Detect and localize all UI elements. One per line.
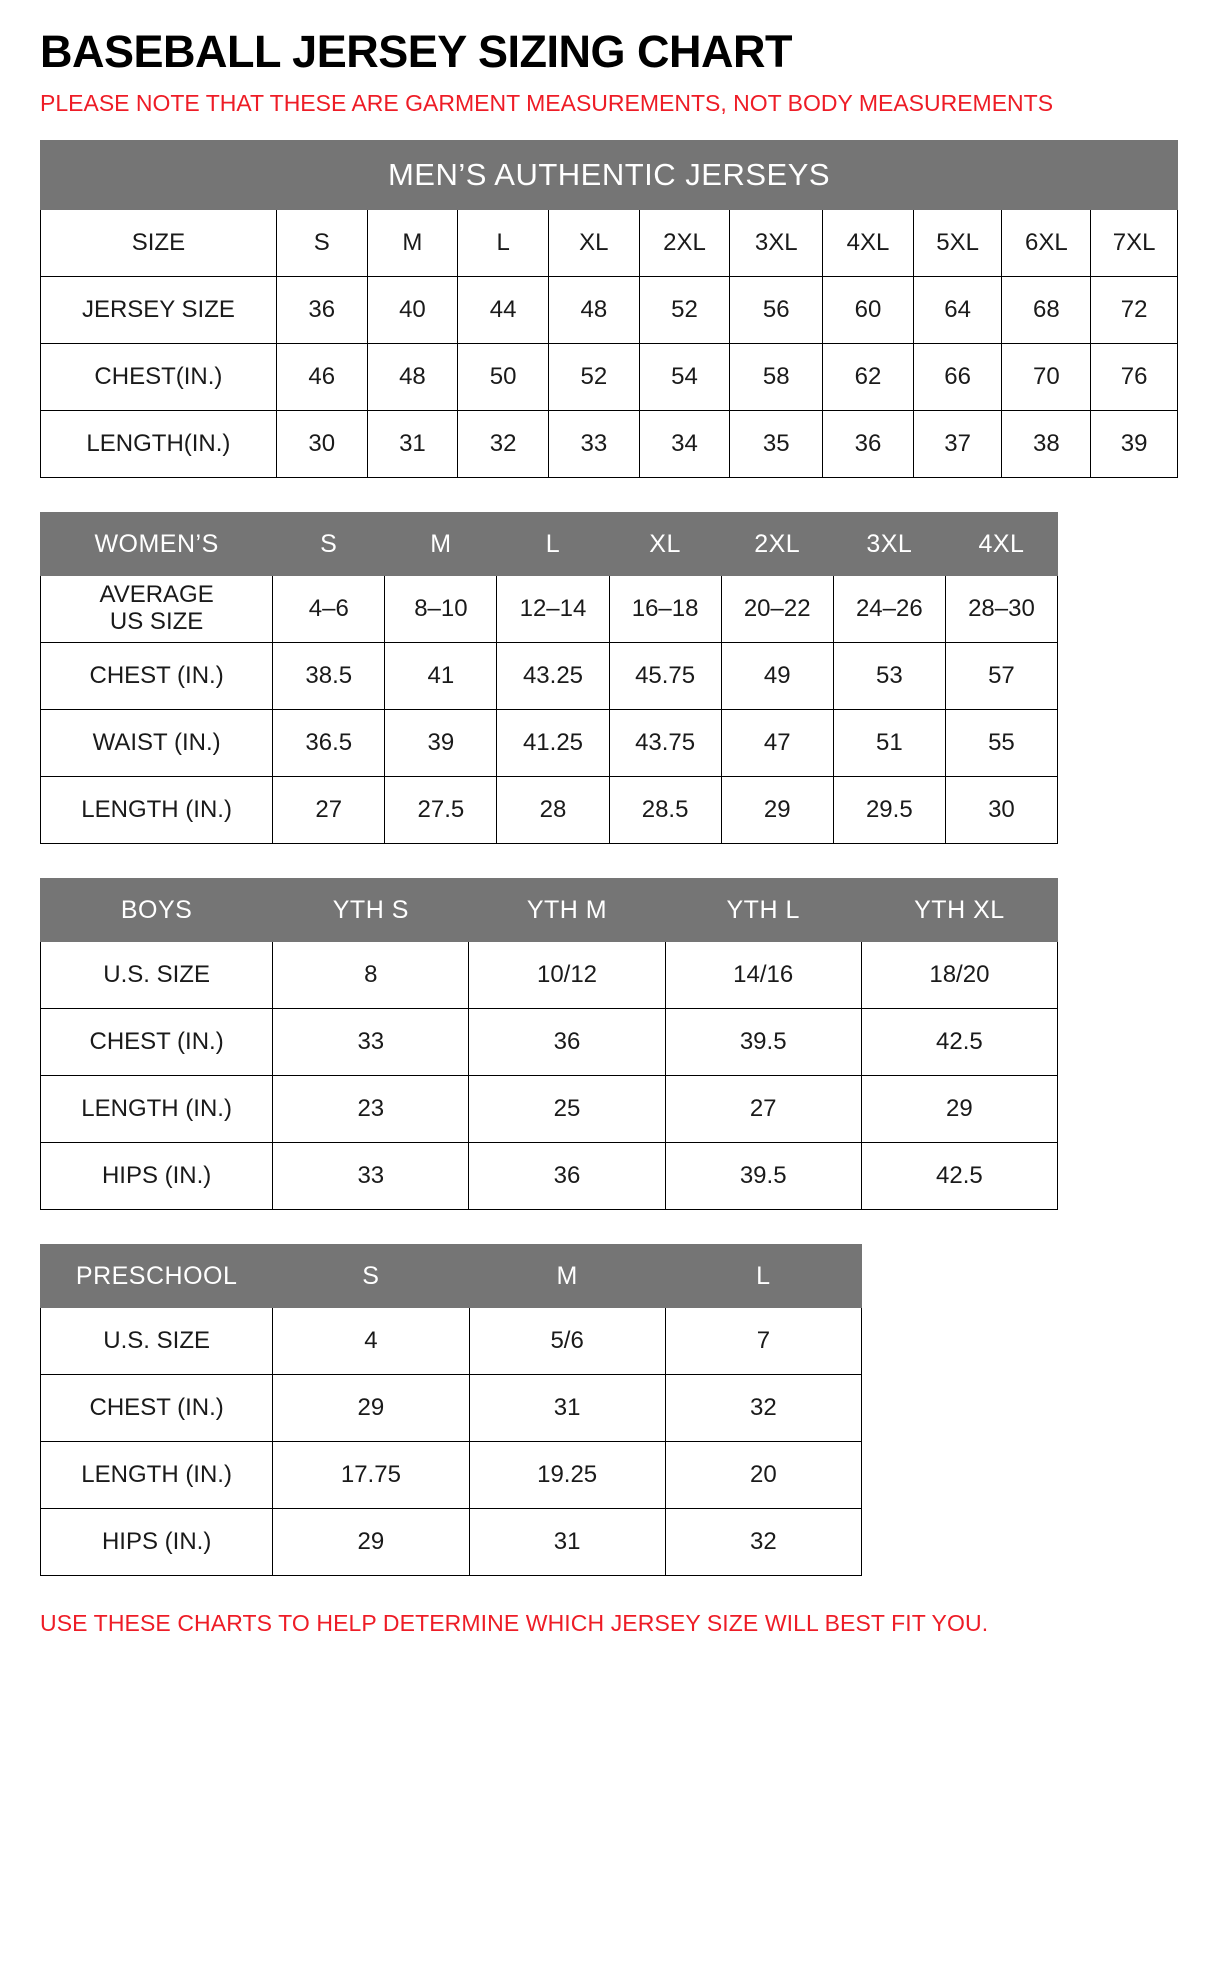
table-cell: 47 — [721, 710, 833, 777]
table-cell: 32 — [458, 411, 549, 478]
table-row — [41, 942, 1058, 1009]
table-cell: 39 — [1091, 411, 1178, 478]
table-cell: 60 — [823, 277, 914, 344]
table-cell: 18/20 — [861, 942, 1057, 1009]
table-cell: 28–30 — [945, 576, 1057, 643]
table-cell: 27.5 — [385, 777, 497, 844]
table-cell: 68 — [1002, 277, 1091, 344]
table-cell: 52 — [548, 344, 639, 411]
table-cell: 10/12 — [469, 942, 665, 1009]
table-row — [41, 411, 1178, 478]
column-header: S — [273, 1245, 469, 1308]
column-header: 3XL — [730, 210, 823, 277]
table-cell: 28.5 — [609, 777, 721, 844]
row-label: U.S. SIZE — [41, 942, 273, 1009]
table-cell: 29 — [273, 1509, 469, 1576]
table-cell: 64 — [913, 277, 1002, 344]
row-label: CHEST (IN.) — [41, 1375, 273, 1442]
table-cell: 33 — [548, 411, 639, 478]
table-cell: 8–10 — [385, 576, 497, 643]
womens-sizing-table — [40, 512, 1058, 844]
table-cell: 25 — [469, 1076, 665, 1143]
row-label: HIPS (IN.) — [41, 1509, 273, 1576]
preschool-sizing-table — [40, 1244, 862, 1576]
column-header: S — [273, 513, 385, 576]
table-cell: 39 — [385, 710, 497, 777]
table-header-row — [41, 513, 1058, 576]
column-header: YTH L — [665, 879, 861, 942]
table-row — [41, 1308, 862, 1375]
column-header: YTH M — [469, 879, 665, 942]
table-row — [41, 1375, 862, 1442]
table-row — [41, 1076, 1058, 1143]
row-label-line1: AVERAGE — [99, 581, 214, 609]
table-cell: 40 — [367, 277, 458, 344]
table-cell: 50 — [458, 344, 549, 411]
table-row — [41, 576, 1058, 643]
table-cell: 45.75 — [609, 643, 721, 710]
table-row — [41, 643, 1058, 710]
table-cell: 62 — [823, 344, 914, 411]
table-row — [41, 1009, 1058, 1076]
column-header: 4XL — [823, 210, 914, 277]
table-cell: 36.5 — [273, 710, 385, 777]
boys-sizing-table — [40, 878, 1058, 1210]
column-header: WOMEN’S — [41, 513, 273, 576]
table-cell: 48 — [548, 277, 639, 344]
table-cell: 29 — [861, 1076, 1057, 1143]
column-header: L — [497, 513, 609, 576]
row-label-line2: US SIZE — [109, 608, 204, 635]
row-label: CHEST(IN.) — [41, 344, 277, 411]
table-cell: 19.25 — [469, 1442, 665, 1509]
table-row — [41, 1143, 1058, 1210]
table-cell: 58 — [730, 344, 823, 411]
table-cell: 31 — [367, 411, 458, 478]
table-header-row — [41, 1245, 862, 1308]
table-cell: 38.5 — [273, 643, 385, 710]
footer-note: USE THESE CHARTS TO HELP DETERMINE WHICH JERSEY SIZE WILL BEST FIT YOU. — [40, 1610, 989, 1636]
table-row — [41, 277, 1178, 344]
table-cell: 41.25 — [497, 710, 609, 777]
row-label: LENGTH (IN.) — [41, 777, 273, 844]
table-cell: 20 — [665, 1442, 861, 1509]
table-cell: 24–26 — [833, 576, 945, 643]
table-cell: 42.5 — [861, 1009, 1057, 1076]
row-label: CHEST (IN.) — [41, 1009, 273, 1076]
table-cell: 37 — [913, 411, 1002, 478]
table-cell: 39.5 — [665, 1009, 861, 1076]
column-header: YTH XL — [861, 879, 1057, 942]
table-row — [41, 710, 1058, 777]
table-cell: 34 — [639, 411, 730, 478]
column-header: 6XL — [1002, 210, 1091, 277]
table-cell: 8 — [273, 942, 469, 1009]
column-header: BOYS — [41, 879, 273, 942]
table-cell: 56 — [730, 277, 823, 344]
table-cell: 30 — [276, 411, 367, 478]
table-cell: 52 — [639, 277, 730, 344]
column-header: L — [665, 1245, 861, 1308]
table-cell: 20–22 — [721, 576, 833, 643]
table-cell: 16–18 — [609, 576, 721, 643]
table-cell: 53 — [833, 643, 945, 710]
column-header: L — [458, 210, 549, 277]
column-header: 2XL — [639, 210, 730, 277]
table-cell: 29 — [273, 1375, 469, 1442]
table-cell: 33 — [273, 1009, 469, 1076]
table-cell: 44 — [458, 277, 549, 344]
table-cell: 54 — [639, 344, 730, 411]
column-header: SIZE — [41, 210, 277, 277]
table-cell: 23 — [273, 1076, 469, 1143]
table-cell: 14/16 — [665, 942, 861, 1009]
table-cell: 29.5 — [833, 777, 945, 844]
table-cell: 42.5 — [861, 1143, 1057, 1210]
column-header: 4XL — [945, 513, 1057, 576]
table-cell: 48 — [367, 344, 458, 411]
table-cell: 32 — [665, 1509, 861, 1576]
table-cell: 4 — [273, 1308, 469, 1375]
table-header-row — [41, 210, 1178, 277]
table-cell: 72 — [1091, 277, 1178, 344]
table-cell: 36 — [276, 277, 367, 344]
table-banner-row — [41, 141, 1178, 210]
page-title: BASEBALL JERSEY SIZING CHART — [40, 26, 792, 77]
table-cell: 39.5 — [665, 1143, 861, 1210]
column-header: M — [367, 210, 458, 277]
column-header: PRESCHOOL — [41, 1245, 273, 1308]
column-header: M — [469, 1245, 665, 1308]
table-cell: 12–14 — [497, 576, 609, 643]
table-row — [41, 1442, 862, 1509]
column-header: 2XL — [721, 513, 833, 576]
table-cell: 29 — [721, 777, 833, 844]
table-row — [41, 344, 1178, 411]
column-header: YTH S — [273, 879, 469, 942]
table-row — [41, 777, 1058, 844]
row-label: CHEST (IN.) — [41, 643, 273, 710]
table-cell: 36 — [823, 411, 914, 478]
table-cell: 4–6 — [273, 576, 385, 643]
column-header: 5XL — [913, 210, 1002, 277]
table-cell: 66 — [913, 344, 1002, 411]
table-cell: 36 — [469, 1143, 665, 1210]
table-cell: 28 — [497, 777, 609, 844]
table-cell: 17.75 — [273, 1442, 469, 1509]
table-cell: 27 — [665, 1076, 861, 1143]
row-label: WAIST (IN.) — [41, 710, 273, 777]
table-cell: 35 — [730, 411, 823, 478]
row-label: LENGTH (IN.) — [41, 1442, 273, 1509]
row-label: JERSEY SIZE — [41, 277, 277, 344]
column-header: 7XL — [1091, 210, 1178, 277]
table-cell: 31 — [469, 1375, 665, 1442]
mens-sizing-table — [40, 140, 1178, 478]
table-cell: 43.75 — [609, 710, 721, 777]
row-label — [41, 576, 273, 643]
table-cell: 27 — [273, 777, 385, 844]
column-header: M — [385, 513, 497, 576]
table-cell: 43.25 — [497, 643, 609, 710]
table-cell: 33 — [273, 1143, 469, 1210]
column-header: XL — [548, 210, 639, 277]
table-cell: 32 — [665, 1375, 861, 1442]
row-label: HIPS (IN.) — [41, 1143, 273, 1210]
column-header: S — [276, 210, 367, 277]
column-header: 3XL — [833, 513, 945, 576]
table-row — [41, 1509, 862, 1576]
column-header: XL — [609, 513, 721, 576]
table-cell: 57 — [945, 643, 1057, 710]
garment-measurement-note: PLEASE NOTE THAT THESE ARE GARMENT MEASUREMENTS, NOT BODY MEASUREMENTS — [40, 90, 1054, 117]
table-cell: 51 — [833, 710, 945, 777]
row-label: LENGTH (IN.) — [41, 1076, 273, 1143]
table-cell: 30 — [945, 777, 1057, 844]
row-label: LENGTH(IN.) — [41, 411, 277, 478]
table-cell: 55 — [945, 710, 1057, 777]
table-header-row — [41, 879, 1058, 942]
table-cell: 7 — [665, 1308, 861, 1375]
table-cell: 36 — [469, 1009, 665, 1076]
table-cell: 38 — [1002, 411, 1091, 478]
table-cell: 41 — [385, 643, 497, 710]
table-cell: 31 — [469, 1509, 665, 1576]
mens-banner: MEN’S AUTHENTIC JERSEYS — [41, 141, 1178, 210]
table-cell: 46 — [276, 344, 367, 411]
table-cell: 49 — [721, 643, 833, 710]
table-cell: 76 — [1091, 344, 1178, 411]
row-label: U.S. SIZE — [41, 1308, 273, 1375]
table-cell: 70 — [1002, 344, 1091, 411]
table-cell: 5/6 — [469, 1308, 665, 1375]
